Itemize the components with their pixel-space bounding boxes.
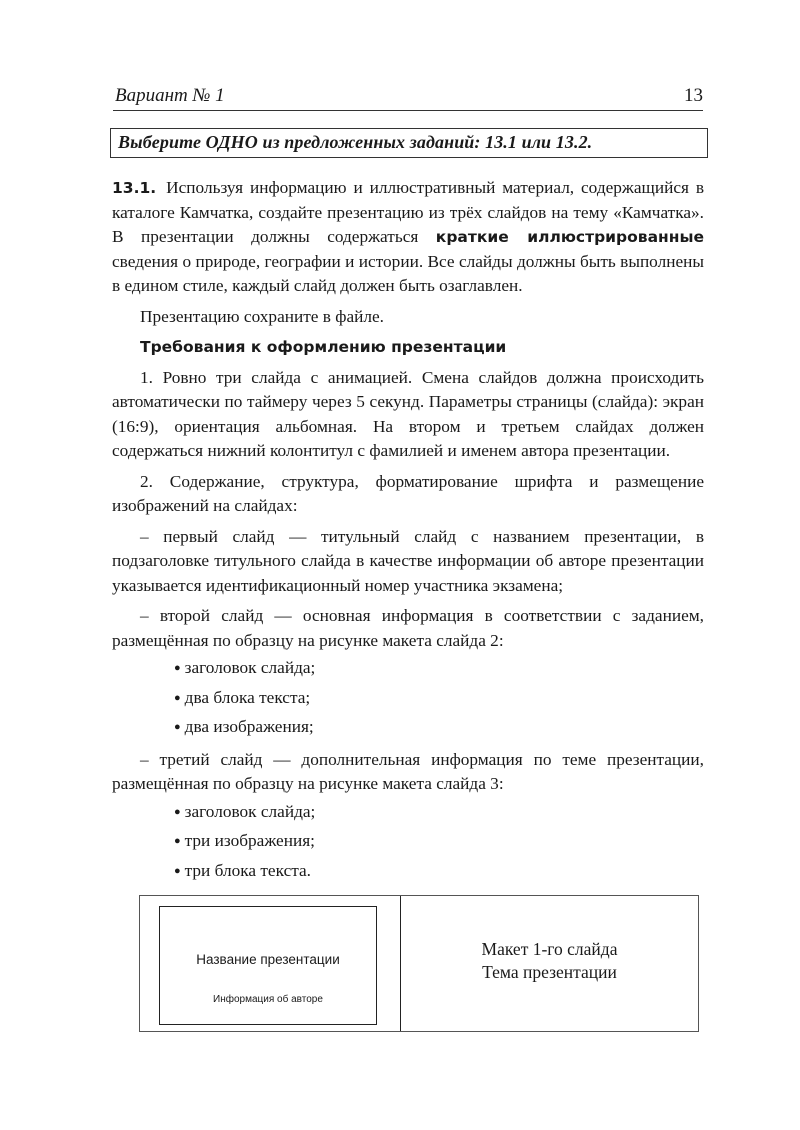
list-item: ● два блока текста; [112, 686, 704, 713]
slide-1-layout-figure [139, 895, 699, 1032]
intro-text-end: сведения о природе, географии и истории. Все слайды должны быть выполнены в едином стиле, каждый слайд должен быть озаглавлен. [112, 251, 704, 295]
list-item: ● три блока текста. [112, 859, 704, 886]
slide-1-description: – первый слайд — титульный слайд с названием презентации, в подзаголовке титульного слайда в качестве информации об авторе презентации указывается идентификационный номер участника экзамена; [112, 526, 704, 595]
slide-3-description: – третий слайд — дополнительная информация по теме презентации, размещённая по образцу на рисунке макета слайда 3: [112, 749, 704, 793]
task-number: 13.1. [112, 179, 157, 197]
requirement-2: 2. Содержание, структура, форматирование шрифта и размещение изображений на слайдах: [112, 471, 704, 515]
intro-bold: краткие иллюстрированные [435, 228, 704, 246]
requirements-heading: Требования к оформлению презентации [140, 338, 507, 356]
caption-line-2: Тема презентации [482, 961, 617, 982]
thumbnail-title: Название презентации [196, 952, 340, 967]
thumbnail-subtitle: Информация об авторе [213, 994, 323, 1005]
list-item: ● три изображения; [112, 829, 704, 856]
caption-line-1: Макет 1-го слайда [481, 938, 618, 959]
list-item: ● два изображения; [112, 715, 704, 742]
variant-label: Вариант № 1 [115, 85, 225, 106]
layout-caption-cell [401, 896, 698, 1031]
task-intro [112, 176, 704, 299]
requirement-1: 1. Ровно три слайда с анимацией. Смена слайдов должна происходить автоматически по таймеру через 5 секунд. Параметры страницы (слайда): экран (16:9), ориентация альбомная. На втором и третьем слайдах должен содержаться нижний колонтитул с фамилией и именем автора презентации. [112, 367, 704, 460]
slide-2-description: – второй слайд — основная информация в соответствии с заданием, размещённая по образцу на рисунке макета слайда 2: [112, 606, 704, 650]
slide-thumbnail-cell [140, 896, 401, 1031]
list-item: ● заголовок слайда; [112, 656, 704, 683]
slide-3-items [112, 800, 704, 886]
list-item: ● заголовок слайда; [112, 800, 704, 827]
task-content [112, 176, 704, 885]
save-note: Презентацию сохраните в файле. [140, 306, 384, 326]
task-choice-text: Выберите ОДНО из предложенных заданий: 13.1 или 13.2. [118, 132, 593, 152]
slide-thumbnail [159, 906, 377, 1025]
task-choice-box [110, 128, 708, 158]
page-header [113, 84, 703, 111]
intro-text: Используя информацию и иллюстративный материал, содержащийся в каталоге Камчатка, создайте презентацию из трёх слайдов на тему «Камчатка». В презентации должны содержаться [112, 178, 704, 246]
slide-2-items [112, 656, 704, 742]
page-number: 13 [684, 85, 703, 106]
